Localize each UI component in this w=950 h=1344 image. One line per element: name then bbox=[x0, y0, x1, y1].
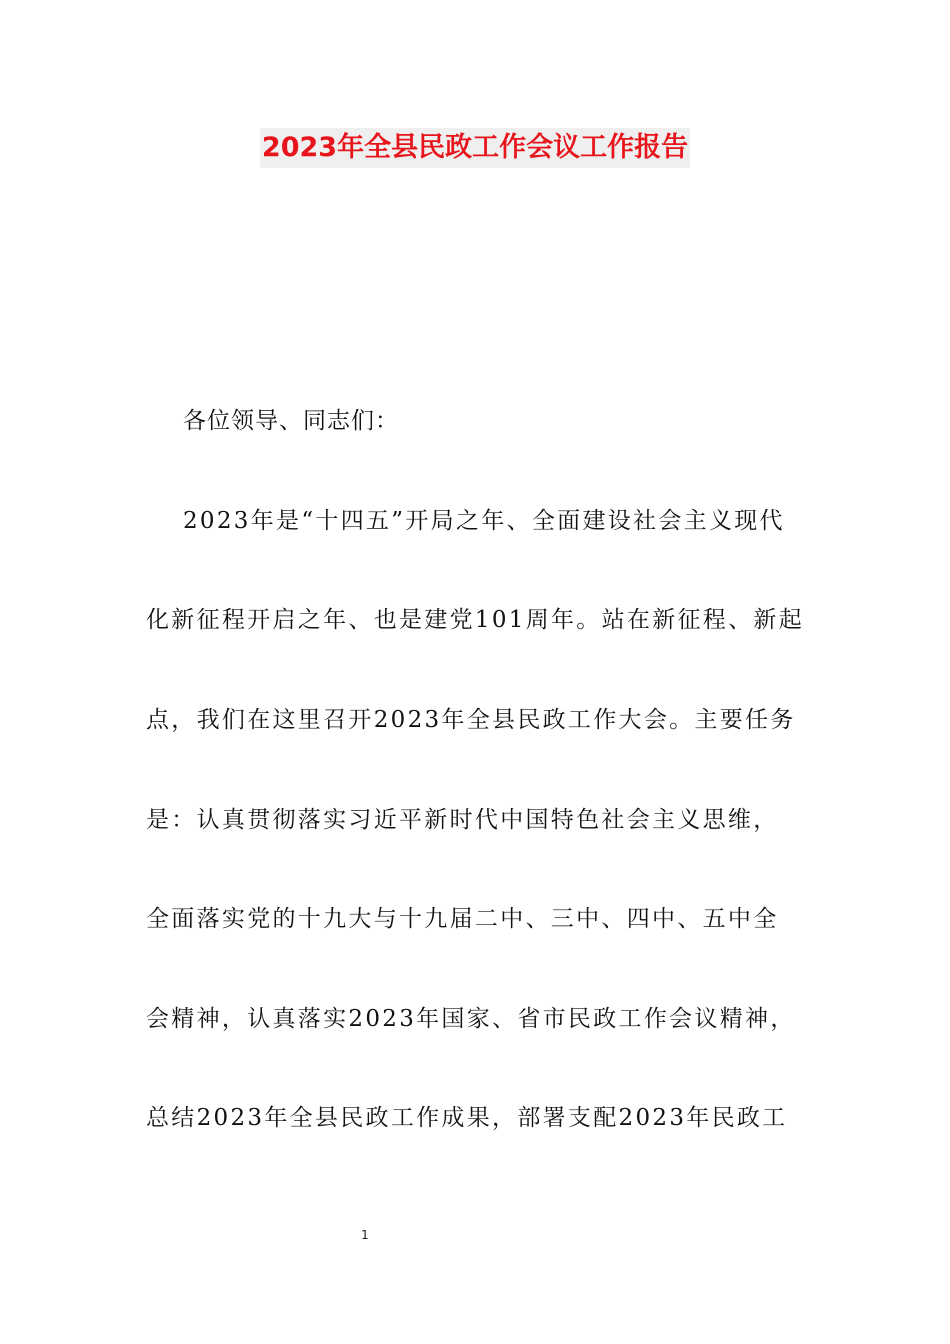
body-line-4: 是：认真贯彻落实习近平新时代中国特色社会主义思维， bbox=[146, 807, 779, 833]
body-line-5: 全面落实党的十九大与十九届二中、三中、四中、五中全 bbox=[146, 906, 779, 932]
page-number: 1 bbox=[361, 1228, 369, 1242]
body-line-3: 点，我们在这里召开2023年全县民政工作大会。主要任务 bbox=[146, 707, 796, 733]
body-line-2: 化新征程开启之年、也是建党101周年。站在新征程、新起 bbox=[146, 607, 804, 633]
body-line-6: 会精神，认真落实2023年国家、省市民政工作会议精神， bbox=[146, 1006, 796, 1032]
body-line-1: 2023年是“十四五”开局之年、全面建设社会主义现代 bbox=[183, 508, 785, 534]
title-container bbox=[0, 128, 950, 168]
body-line-7: 总结2023年全县民政工作成果，部署支配2023年民政工 bbox=[146, 1105, 788, 1131]
salutation: 各位领导、同志们： bbox=[183, 408, 399, 434]
document-title: 2023年全县民政工作会议工作报告 bbox=[260, 128, 690, 168]
